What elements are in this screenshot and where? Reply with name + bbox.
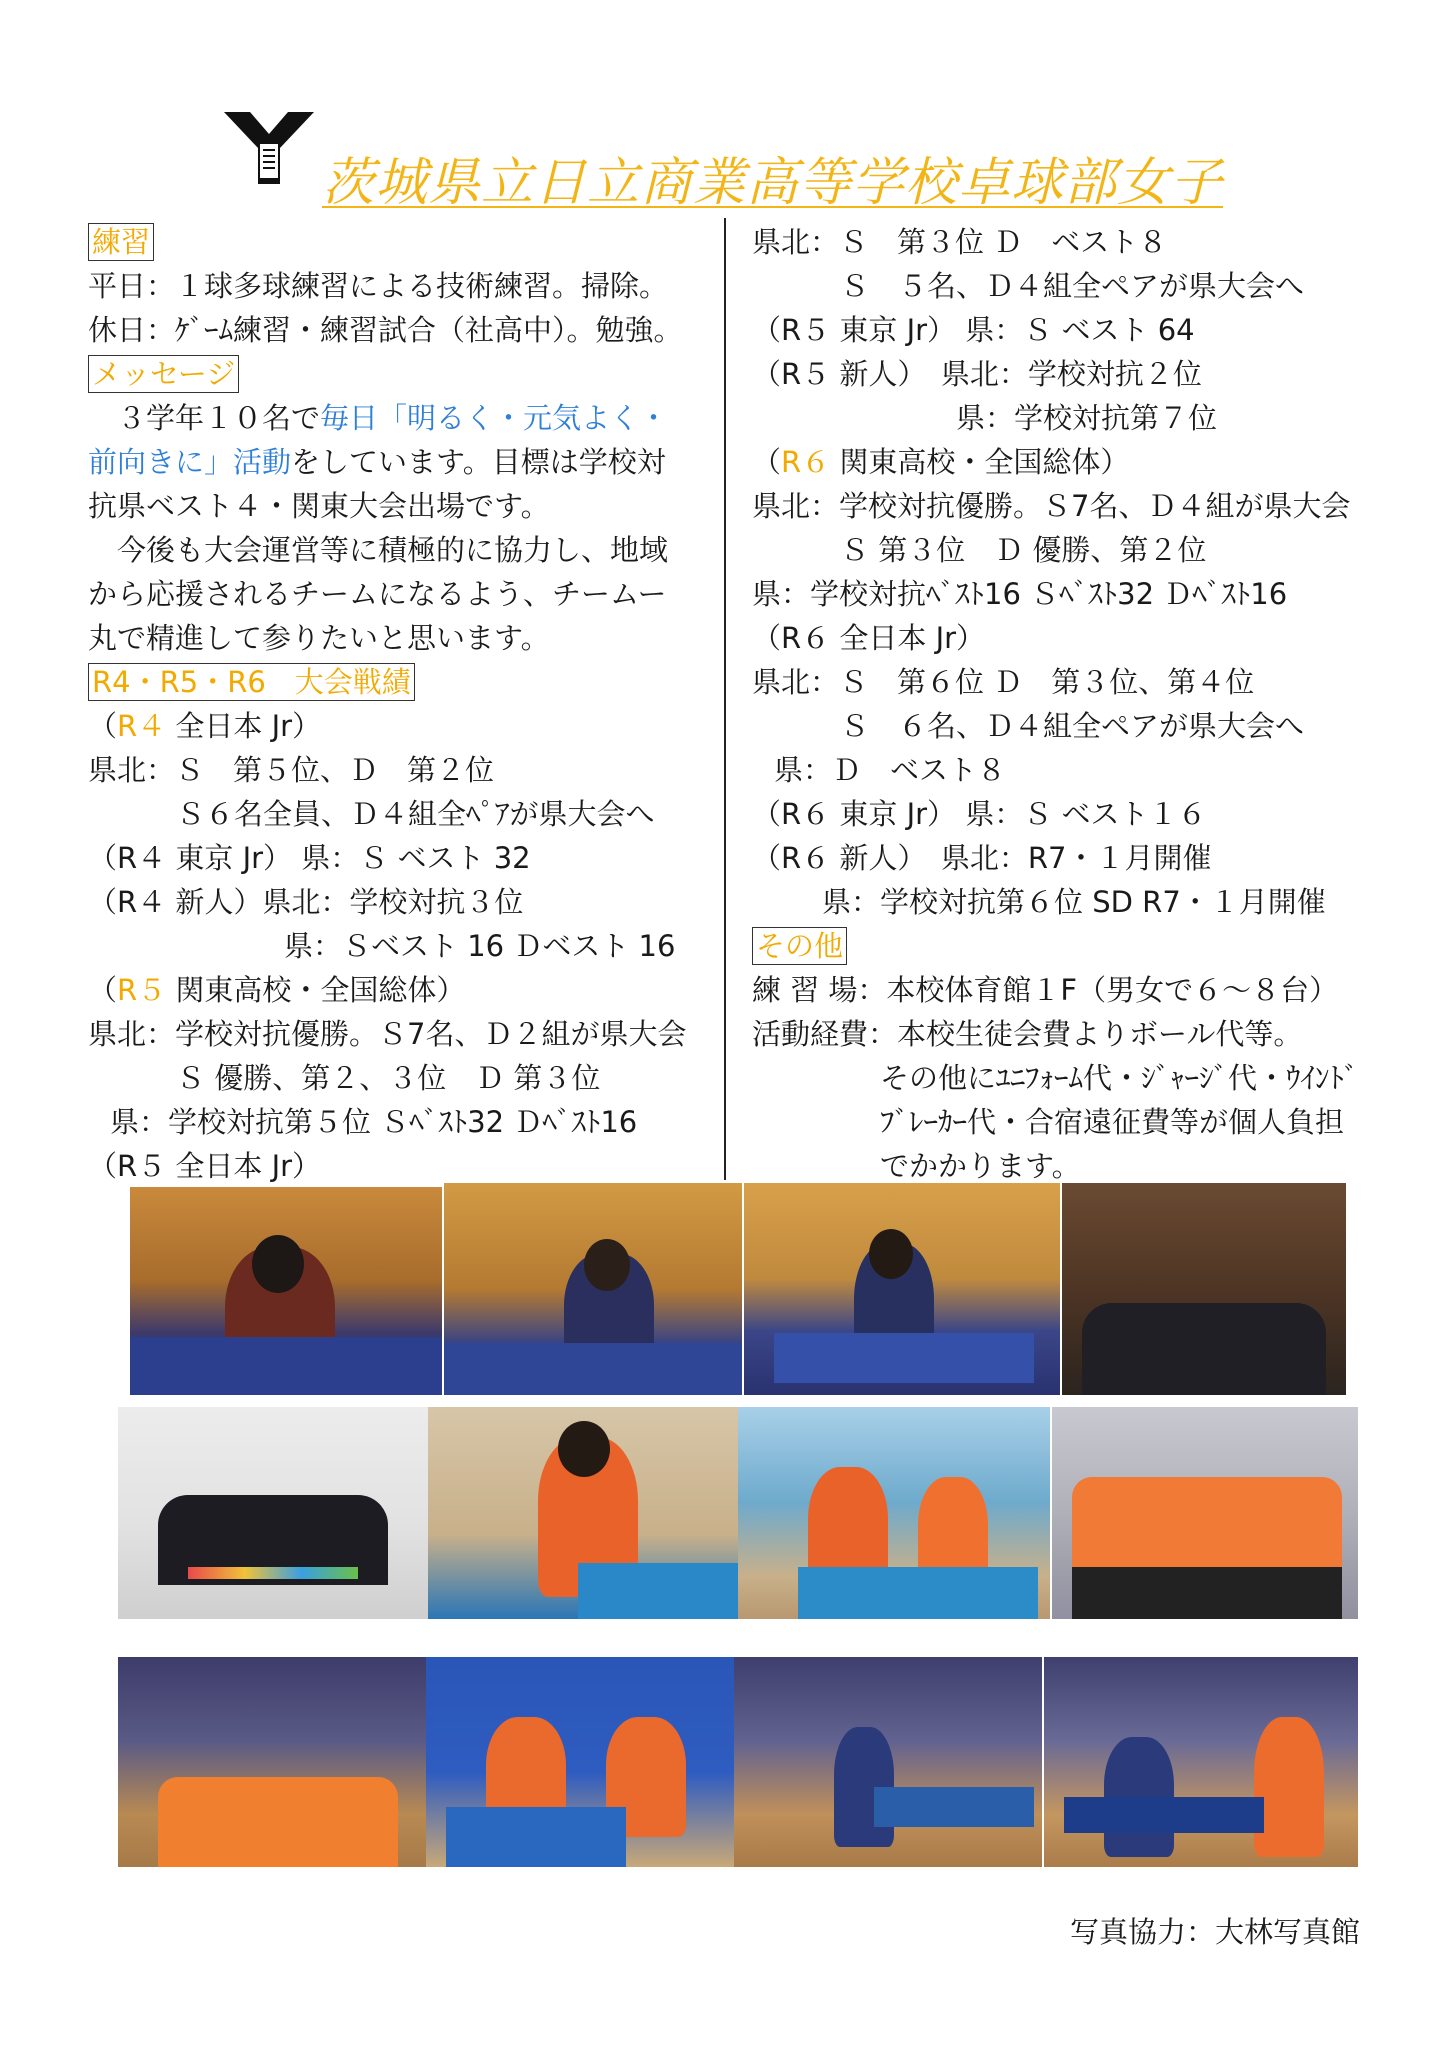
message-line-5: から応援されるチームになるよう、チームー — [88, 577, 667, 611]
cost-line-1: 活動経費：本校生徒会費よりボール代等。 — [752, 1017, 1303, 1051]
photo-player-orange-1 — [428, 1407, 738, 1619]
r6-tokyo-jr: （R６ 東京 Jr） 県：Ｓ ベスト１６ — [752, 797, 1207, 831]
r6-shinjin: （R６ 新人） 県北：R7・１月開催 — [752, 841, 1212, 875]
r6-kanto-line-3: 県：学校対抗ﾍﾞｽﾄ16 Ｓﾍﾞｽﾄ32 Ｄﾍﾞｽﾄ16 — [752, 577, 1288, 611]
photo-team-banner — [118, 1407, 428, 1619]
message-line-1: ３学年１０名で毎日「明るく・元気よく・ — [117, 401, 669, 435]
r6-jr-line-3: 県：Ｄ ベスト８ — [774, 753, 1007, 787]
message-line-6: 丸で精進して参りたいと思います。 — [88, 621, 550, 655]
r6-kanto-line-1: 県北：学校対抗優勝。Ｓ7名、Ｄ４組が県大会 — [752, 489, 1351, 523]
practice-holiday: 休日：ｹﾞｰﾑ練習・練習試合（社高中）。勉強。 — [88, 313, 683, 347]
message-line-3: 抗県ベスト４・関東大会出場です。 — [88, 489, 550, 523]
photo-gym-match — [734, 1657, 1042, 1867]
r6-shinjin-line-2: 県：学校対抗第６位 SD R7・１月開催 — [822, 885, 1326, 919]
message-line-4: 今後も大会運営等に積極的に協力し、地域 — [117, 533, 669, 567]
left-column — [88, 220, 728, 1188]
other-heading: その他 — [752, 927, 847, 965]
r6-jr-heading: （R６ 全日本 Jr） — [752, 621, 986, 655]
r4-shinjin-line-2: 県：Ｓベスト 16 Ｄベスト 16 — [284, 929, 676, 963]
r5-tokyo-jr: （R５ 東京 Jr） 県：Ｓ ベスト 64 — [752, 313, 1195, 347]
r4-jr-heading: （R４ 全日本 Jr） — [88, 709, 322, 743]
photo-team-temple — [1062, 1183, 1346, 1395]
photo-player-forehand — [744, 1183, 1060, 1395]
r5-jr-line-2: Ｓ ５名、Ｄ４組全ペアが県大会へ — [840, 269, 1305, 303]
photo-player-ready — [130, 1187, 442, 1395]
r4-jr-line-1: 県北：Ｓ 第５位、Ｄ 第２位 — [88, 753, 495, 787]
cost-line-3: ﾌﾞﾚｰｶｰ代・合宿遠征費等が個人負担 — [880, 1105, 1345, 1139]
r5-kanto-line-2: Ｓ 優勝、第２、３位 Ｄ 第３位 — [176, 1061, 601, 1095]
r4-tokyo-jr: （R４ 東京 Jr） 県：Ｓ ベスト 32 — [88, 841, 531, 875]
photo-team-bench — [1044, 1657, 1358, 1867]
photo-credit: 写真協力：大林写真館 — [1070, 1915, 1361, 1949]
column-divider — [724, 218, 726, 1180]
r5-kanto-heading: （R５ 関東高校・全国総体） — [88, 973, 466, 1007]
message-highlight-1: 毎日「明るく・元気よく・ — [320, 401, 669, 435]
r4-jr-line-2: Ｓ６名全員、Ｄ４組全ﾍﾟｱが県大会へ — [176, 797, 655, 831]
r5-kanto-line-3: 県：学校対抗第５位 Ｓﾍﾞｽﾄ32 Ｄﾍﾞｽﾄ16 — [110, 1105, 638, 1139]
message-highlight-2: 前向きに」活動 — [88, 445, 292, 479]
photo-player-serve — [444, 1183, 742, 1395]
r6-jr-line-1: 県北：Ｓ 第６位 Ｄ 第３位、第４位 — [752, 665, 1255, 699]
practice-weekday: 平日：１球多球練習による技術練習。掃除。 — [88, 269, 669, 303]
r6-kanto-heading: （R６ 関東高校・全国総体） — [752, 445, 1130, 479]
r5-kanto-line-1: 県北：学校対抗優勝。Ｓ7名、Ｄ２組が県大会 — [88, 1017, 687, 1051]
r5-jr-heading: （R５ 全日本 Jr） — [88, 1149, 322, 1183]
r6-jr-line-2: Ｓ ６名、Ｄ４組全ペアが県大会へ — [840, 709, 1305, 743]
cost-line-4: でかかります。 — [880, 1149, 1081, 1183]
photo-gym-lineup — [118, 1657, 426, 1867]
message-heading: メッセージ — [88, 355, 239, 393]
photo-doubles-match — [738, 1407, 1050, 1619]
photo-team-group-orange — [1052, 1407, 1358, 1619]
school-emblem-logo — [220, 104, 318, 194]
r5-jr-line-1: 県北：Ｓ 第３位 Ｄ ベスト８ — [752, 225, 1168, 259]
page-title: 茨城県立日立商業高等学校卓球部女子 — [322, 153, 1224, 213]
r6-kanto-line-2: Ｓ 第３位 Ｄ 優勝、第２位 — [840, 533, 1207, 567]
r5-shinjin: （R５ 新人） 県北：学校対抗２位 — [752, 357, 1202, 391]
practice-heading: 練習 — [88, 223, 154, 261]
venue-line: 練 習 場：本校体育館１F（男女で６～８台） — [752, 973, 1339, 1007]
r4-shinjin: （R４ 新人）県北：学校対抗３位 — [88, 885, 524, 919]
right-column — [752, 220, 1372, 1188]
cost-line-2: その他にﾕﾆﾌｫｰﾑ代・ｼﾞｬｰｼﾞ代・ｳｲﾝﾄﾞ — [880, 1061, 1359, 1095]
message-line-2: 前向きに」活動をしています。目標は学校対 — [88, 445, 666, 479]
r5-shinjin-line-2: 県：学校対抗第７位 — [956, 401, 1218, 435]
photo-doubles-ready — [426, 1657, 734, 1867]
results-heading: R4・R5・R6 大会戦績 — [88, 663, 415, 701]
